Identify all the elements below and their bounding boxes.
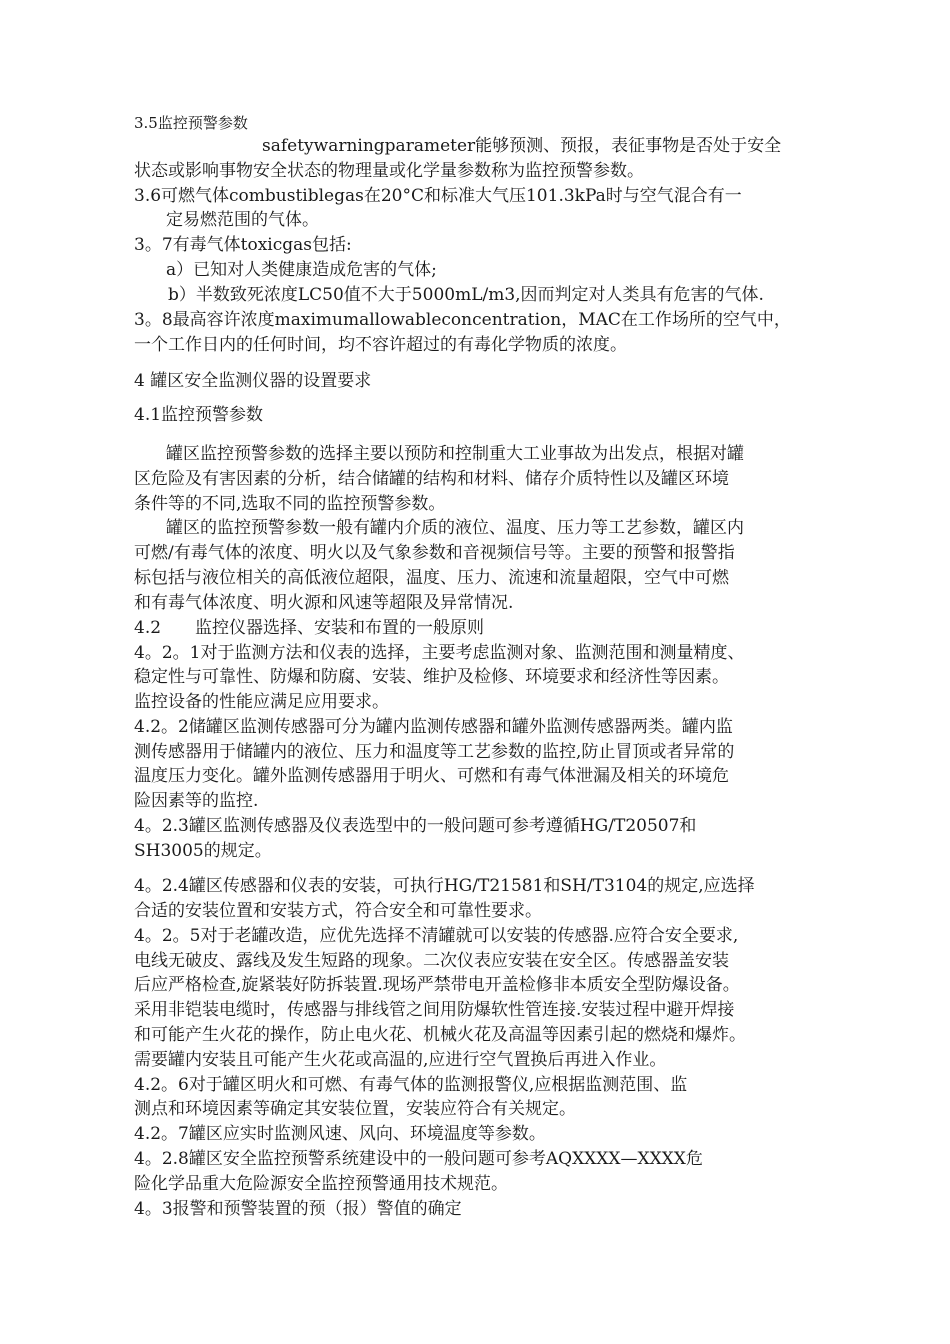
clause-4-2-2-line: 测传感器用于储罐内的液位、压力和温度等工艺参数的监控,防止冒顶或者异常的 bbox=[134, 742, 735, 762]
clause-4-2-6-line: 测点和环境因素等确定其安装位置，安装应符合有关规定。 bbox=[134, 1099, 576, 1119]
section-3-7-line-1: 3。7有毒气体toxicgas包括: bbox=[134, 235, 352, 255]
section-4-3-heading: 4。3报警和预警装置的预（报）警值的确定 bbox=[134, 1199, 462, 1219]
clause-4-2-5-line: 和可能产生火花的操作，防止电火花、机械火花及高温等因素引起的燃烧和爆炸。 bbox=[134, 1025, 746, 1045]
section-3-5-heading: 3.5监控预警参数 bbox=[134, 114, 248, 132]
section-4-1-p1-line: 条件等的不同,选取不同的监控预警参数。 bbox=[134, 494, 446, 514]
clause-4-2-2-line: 温度压力变化。罐外监测传感器用于明火、可燃和有毒气体泄漏及相关的环境危 bbox=[134, 766, 729, 786]
section-3-6-line-1: 3.6可燃气体combustiblegas在20°C和标准大气压101.3kPa时与空气混合有一 bbox=[134, 186, 742, 206]
chapter-4-title: 4 罐区安全监测仪器的设置要求 bbox=[134, 371, 372, 391]
section-3-8-line-1: 3。8最高容许浓度maximumallowableconcentration，MAC在工作场所的空气中， bbox=[134, 310, 791, 330]
clause-4-2-5-line: 电线无破皮、露线及发生短路的现象。二次仪表应安装在安全区。传感器盖安装 bbox=[134, 951, 729, 971]
section-4-1-p1-line: 区危险及有害因素的分析，结合储罐的结构和材料、储存介质特性以及罐区环境 bbox=[134, 469, 729, 489]
clause-4-2-7-line: 4.2。7罐区应实时监测风速、风向、环境温度等参数。 bbox=[134, 1124, 546, 1144]
section-4-1-p2-line: 罐区的监控预警参数一般有罐内介质的液位、温度、压力等工艺参数，罐区内 bbox=[166, 518, 744, 538]
section-4-2-heading: 4.2 监控仪器选择、安装和布置的一般原则 bbox=[134, 618, 485, 638]
section-4-1-heading: 4.1监控预警参数 bbox=[134, 405, 264, 425]
clause-4-2-3-line: 4。2.3罐区监测传感器及仪表选型中的一般问题可参考遵循HG/T20507和 bbox=[134, 816, 697, 836]
clause-4-2-8-line: 险化学品重大危险源安全监控预警通用技术规范。 bbox=[134, 1174, 508, 1194]
clause-4-2-1-line: 4。2。1对于监测方法和仪表的选择，主要考虑监测对象、监测范围和测量精度、 bbox=[134, 643, 745, 663]
clause-4-2-5-line: 采用非铠装电缆时，传感器与排线管之间用防爆软性管连接.安装过程中避开焊接 bbox=[134, 1000, 735, 1020]
clause-4-2-1-line: 稳定性与可靠性、防爆和防腐、安装、维护及检修、环境要求和经济性等因素。 bbox=[134, 667, 729, 687]
clause-4-2-8-line: 4。2.8罐区安全监控预警系统建设中的一般问题可参考AQXXXX—XXXX危 bbox=[134, 1149, 703, 1169]
section-4-1-p2-line: 标包括与液位相关的高低液位超限，温度、压力、流速和流量超限，空气中可燃 bbox=[134, 568, 729, 588]
section-3-6-line-2: 定易燃范围的气体。 bbox=[166, 210, 319, 230]
section-4-1-p2-line: 可燃/有毒气体的浓度、明火以及气象参数和音视频信号等。主要的预警和报警指 bbox=[134, 543, 735, 563]
clause-4-2-5-line: 4。2。5对于老罐改造，应优先选择不清罐就可以安装的传感器.应符合安全要求, bbox=[134, 926, 739, 946]
clause-4-2-4-line: 4。2.4罐区传感器和仪表的安装，可执行HG/T21581和SH/T3104的规定,应选择 bbox=[134, 876, 755, 896]
section-3-7-item-b: b）半数致死浓度LC50值不大于5000mL/m3,因而判定对人类具有危害的气体. bbox=[168, 285, 764, 305]
section-3-7-item-a: a）已知对人类健康造成危害的气体; bbox=[166, 260, 437, 280]
clause-4-2-6-line: 4.2。6对于罐区明火和可燃、有毒气体的监测报警仪,应根据监测范围、监 bbox=[134, 1075, 688, 1095]
clause-4-2-5-line: 后应严格检查,旋紧装好防拆装置.现场严禁带电开盖检修非本质安全型防爆设备。 bbox=[134, 975, 740, 995]
clause-4-2-1-line: 监控设备的性能应满足应用要求。 bbox=[134, 692, 389, 712]
section-3-5-line-2: 状态或影响事物安全状态的物理量或化学量参数称为监控预警参数。 bbox=[134, 161, 644, 181]
section-4-1-p1-line: 罐区监控预警参数的选择主要以预防和控制重大工业事故为出发点，根据对罐 bbox=[166, 444, 744, 464]
clause-4-2-5-line: 需要罐内安装且可能产生火花或高温的,应进行空气置换后再进入作业。 bbox=[134, 1050, 667, 1070]
section-4-1-p2-line: 和有毒气体浓度、明火源和风速等超限及异常情况. bbox=[134, 593, 514, 613]
section-3-5-line-1: safetywarningparameter能够预测、预报，表征事物是否处于安全 bbox=[262, 136, 782, 156]
clause-4-2-3-line: SH3005的规定。 bbox=[134, 841, 272, 861]
clause-4-2-4-line: 合适的安装位置和安装方式，符合安全和可靠性要求。 bbox=[134, 901, 542, 921]
clause-4-2-2-line: 4.2。2储罐区监测传感器可分为罐内监测传感器和罐外监测传感器两类。罐内监 bbox=[134, 717, 733, 737]
clause-4-2-2-line: 险因素等的监控. bbox=[134, 791, 259, 811]
section-3-8-line-2: 一个工作日内的任何时间，均不容许超过的有毒化学物质的浓度。 bbox=[134, 335, 627, 355]
